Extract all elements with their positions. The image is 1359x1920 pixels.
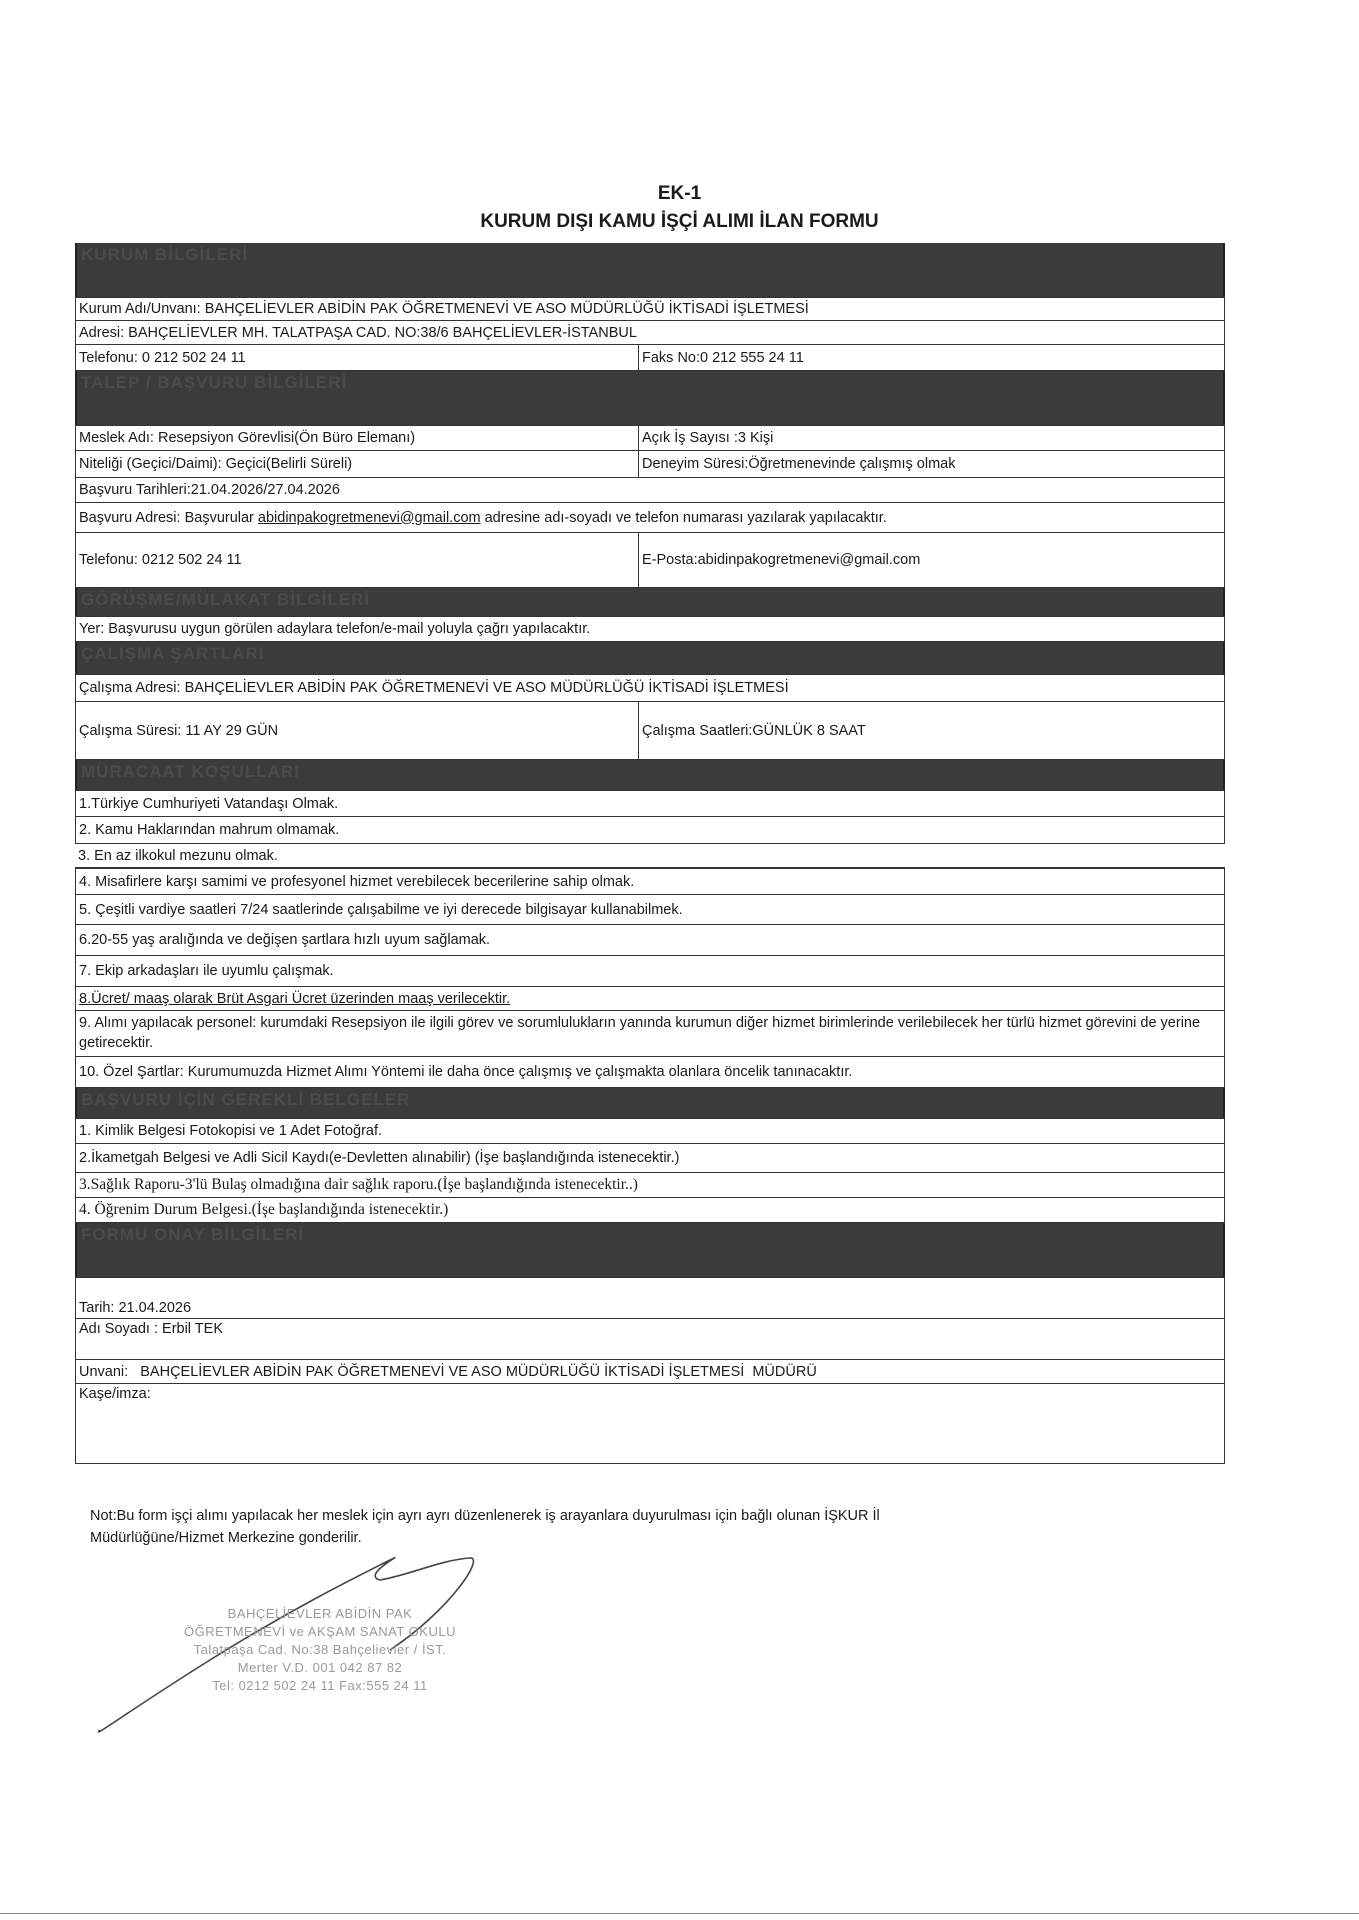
section-header-calisma: ÇALIŞMA ŞARTLARI [75,642,1225,674]
approval-date: Tarih: 21.04.2026 [79,1300,192,1316]
application-address-prefix: Başvuru Adresi: Başvurular [79,509,258,526]
application-email: E-Posta:abidinpakogretmenevi@gmail.com [642,552,921,568]
condition-row [75,956,1225,987]
application-address-row [75,503,1225,533]
approver-name: Adı Soyadı : Erbil TEK [79,1321,223,1337]
institution-fax: Faks No:0 212 555 24 11 [642,349,804,366]
condition-item: 9. Alımı yapılacak personel: kurumdaki Resepsiyon ile ilgili görev ve sorumlulukların yanında kurumun diğer hizmet birimlerinde verilebilecek her türlü hizmet görevini de yerine getirecektir. [79,1015,1201,1051]
condition-item: 3. En az ilkokul mezunu olmak. [78,847,278,864]
interview-place-row [75,616,1225,642]
occupation-name: Meslek Adı: Resepsiyon Görevlisi(Ön Büro Elemanı) [76,426,639,450]
condition-item: 5. Çeşitli vardiye saatleri 7/24 saatlerinde çalışabilme ve iyi derecede bilgisayar kullanabilmek. [79,901,683,918]
institution-stamp [150,1605,490,1695]
work-terms-row [75,702,1225,760]
job-nature: Niteliği (Geçici/Daimi): Geçici(Belirli Süreli) [76,451,639,477]
condition-row [75,1057,1225,1088]
condition-item: 2. Kamu Haklarından mahrum olmamak. [79,822,340,838]
work-hours: Çalışma Saatleri:GÜNLÜK 8 SAAT [642,722,866,739]
section-header-onay: FORMU ONAY BİLGİLERİ [75,1223,1225,1277]
annex-label: EK-1 [657,183,702,204]
footer-note: Not:Bu form işçi alımı yapılacak her meslek için ayrı ayrı düzenlenerek iş arayanlara duyurulması için bağlı olunan İŞKUR İl Müdürlüğüne/Hizmet Merkezine gonderilir. [90,1508,880,1546]
document-row [75,1173,1225,1198]
open-positions: Açık İş Sayısı :3 Kişi [642,430,774,446]
document-item: 4. Öğrenim Durum Belgesi.(İşe başlandığında istenecektir.) [79,1201,449,1218]
institution-phone: Telefonu: 0 212 502 24 11 [76,345,639,370]
application-dates: Başvuru Tarihleri:21.04.2026/27.04.2026 [79,482,340,498]
condition-row [75,868,1225,895]
document-row [75,1198,1225,1223]
stamp-line: ÖĞRETMENEVİ ve AKŞAM SANAT OKULU [184,1624,456,1639]
experience-requirement: Deneyim Süresi:Öğretmenevinde çalışmış olmak [642,456,956,472]
document-item: 3.Sağlık Raporu-3'lü Bulaş olmadığına dair sağlık raporu.(İşe başlandığında istenecektir..) [79,1176,638,1193]
document-item: 2.İkametgah Belgesi ve Adli Sicil Kaydı(e-Devletten alınabilir) (İşe başlandığında istenecektir.) [79,1150,680,1166]
institution-contact-row [75,345,1225,371]
stamp-line: Tel: 0212 502 24 11 Fax:555 24 11 [212,1678,428,1693]
section-header-talep: TALEP / BAŞVURU BİLGİLERİ [75,371,1225,425]
section-header-gorusme: GÖRÜŞME/MÜLAKAT BİLGİLERİ [75,588,1225,616]
condition-item: 6.20-55 yaş aralığında ve değişen şartlara hızlı uyum sağlamak. [79,932,491,948]
application-address-suffix: adresine adı-soyadı ve telefon numarası yazılarak yapılacaktır. [480,509,887,526]
condition-item: 10. Özel Şartlar: Kurumumuzda Hizmet Alımı Yöntemi ile daha önce çalışmış ve çalışmakta olanlara öncelik tanınacaktır. [79,1064,853,1080]
application-address [76,503,1224,532]
stamp-signature-label: Kaşe/imza: [79,1386,151,1402]
condition-row [75,817,1225,844]
approval-title-row [75,1360,1225,1384]
condition-row [75,987,1225,1011]
announcement-form [75,243,1225,1464]
page-edge-divider [0,1913,1359,1914]
institution-name-row [75,297,1225,321]
institution-address-row [75,321,1225,345]
form-title: KURUM DIŞI KAMU İŞÇİ ALIMI İLAN FORMU [480,211,879,232]
approval-name-row [75,1319,1225,1360]
condition-row [75,925,1225,956]
section-header-muracaat: MÜRACAAT KOŞULLARI [75,760,1225,790]
institution-name: Kurum Adı/Unvanı: BAHÇELİEVLER ABİDİN PAK ÖĞRETMENEVİ VE ASO MÜDÜRLÜĞÜ İKTİSADİ İŞLETMESİ [79,301,809,317]
application-contact-row [75,533,1225,588]
stamp-line: Talatpaşa Cad. No:38 Bahçelievler / İST. [193,1642,447,1657]
stamp-signature-row [75,1384,1225,1464]
section-header-kurum: KURUM BİLGİLERİ [75,243,1225,297]
application-email-link[interactable]: abidinpakogretmenevi@gmail.com [257,509,481,526]
condition-item: 7. Ekip arkadaşları ile uyumlu çalışmak. [79,963,334,979]
stamp-line: BAHÇELİEVLER ABİDİN PAK [227,1606,413,1621]
condition-item: 4. Misafirlere karşı samimi ve profesyonel hizmet verebilecek becerilerine sahip olmak. [79,873,635,890]
condition-row [75,1011,1225,1057]
work-address: Çalışma Adresi: BAHÇELİEVLER ABİDİN PAK ÖĞRETMENEVİ VE ASO MÜDÜRLÜĞÜ İKTİSADİ İŞLETMESİ [79,680,789,696]
document-item: 1. Kimlik Belgesi Fotokopisi ve 1 Adet Fotoğraf. [79,1123,383,1139]
condition-row [75,895,1225,925]
interview-place: Yer: Başvurusu uygun görülen adaylara telefon/e-mail yoluyla çağrı yapılacaktır. [79,621,591,637]
document-row [75,1144,1225,1173]
application-phone: Telefonu: 0212 502 24 11 [76,533,639,587]
application-dates-row [75,478,1225,503]
condition-row [75,790,1225,817]
work-address-row [75,674,1225,702]
stamp-line: Merter V.D. 001 042 87 82 [237,1660,403,1675]
approver-title: Unvani: BAHÇELİEVLER ABİDİN PAK ÖĞRETMENEVİ VE ASO MÜDÜRLÜĞÜ İKTİSADİ İŞLETMESİ MÜDÜRÜ [79,1363,817,1380]
nature-row [75,451,1225,478]
approval-date-row [75,1277,1225,1319]
occupation-row [75,425,1225,451]
condition-row [75,844,1225,868]
section-header-belgeler: BAŞVURU İÇİN GEREKLİ BELGELER [75,1088,1225,1118]
institution-address: Adresi: BAHÇELİEVLER MH. TALATPAŞA CAD. NO:38/6 BAHÇELİEVLER-İSTANBUL [79,324,637,341]
document-row [75,1118,1225,1144]
work-duration: Çalışma Süresi: 11 AY 29 GÜN [76,702,639,759]
condition-item: 1.Türkiye Cumhuriyeti Vatandaşı Olmak. [79,795,339,812]
condition-item: 8.Ücret/ maaş olarak Brüt Asgari Ücret üzerinden maaş verilecektir. [79,990,511,1007]
